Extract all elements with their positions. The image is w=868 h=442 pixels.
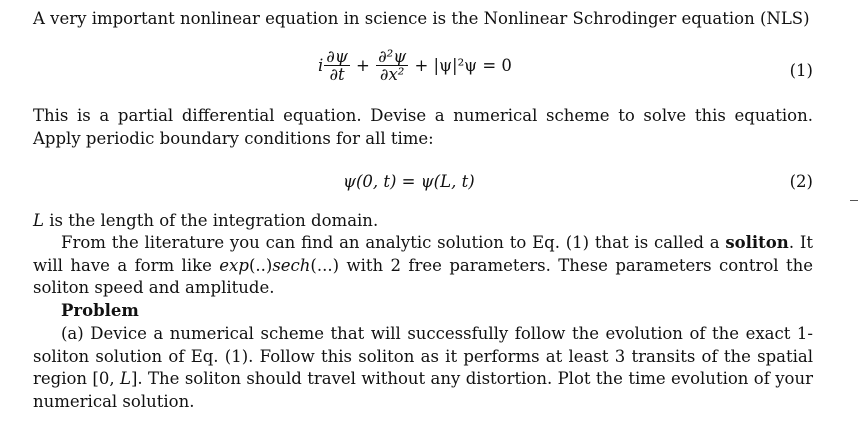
- soliton-term: soliton: [725, 233, 789, 252]
- eq1-frac-time: [324, 48, 349, 83]
- equation-1: [33, 48, 813, 94]
- intro-text: A very important nonlinear equation in science is the Nonlinear Schrodinger equation (NLS): [33, 9, 810, 28]
- eq1-den1: ∂t: [329, 65, 345, 84]
- problem-a-part2: ]. The soliton should travel without any distortion. Plot the time evolution of your numerical solution.: [33, 369, 813, 411]
- boundary-condition: ψ(0, t) = ψ(L, t): [343, 172, 475, 191]
- domain-text: is the length of the integration domain.: [43, 211, 379, 230]
- eq1-rest: + |ψ|²ψ = 0: [414, 56, 512, 75]
- lit-mid1: (..): [248, 255, 273, 275]
- lit-part3: with 2 free parameters. These parameters control the soliton speed and amplitude.: [33, 255, 813, 297]
- problem-a-L: L: [120, 369, 131, 388]
- eq1-num2: ∂²ψ: [378, 47, 407, 66]
- eq1-num1: ∂ψ: [326, 47, 348, 66]
- equation-1-number: (1): [789, 61, 813, 80]
- lit-part1: From the literature you can find an analytic solution to Eq. (1) that is called a: [61, 233, 726, 252]
- eq1-i: i: [318, 56, 324, 75]
- intro-paragraph: [33, 8, 813, 31]
- literature-paragraph: [33, 232, 813, 300]
- lit-mid2: (...): [310, 255, 340, 275]
- problem-heading-paragraph: [33, 300, 813, 323]
- problem-a-paragraph: [33, 323, 813, 413]
- pde-text: This is a partial differential equation. Devise a numerical scheme to solve this equation. Apply periodic boundary conditions for all time:: [33, 106, 813, 148]
- equation-2-number: (2): [789, 172, 813, 191]
- nls-equation: [318, 48, 512, 83]
- eq1-plus: +: [356, 56, 370, 75]
- problem-heading: Problem: [61, 301, 139, 320]
- lit-part2: . It will have a form like: [33, 233, 813, 275]
- lit-exp: exp: [219, 255, 249, 275]
- domain-L: L: [33, 211, 44, 230]
- eq1-den2: ∂x²: [379, 65, 405, 84]
- pde-paragraph: [33, 105, 813, 150]
- problem-a-part1: (a) Device a numerical scheme that will successfully follow the evolution of the exact 1-soliton solution of Eq. (1). Follow this soliton as it performs at least 3 transits of the spatial region [0,: [33, 324, 813, 388]
- domain-paragraph: [33, 210, 813, 233]
- margin-mark: [850, 200, 858, 201]
- equation-2: [33, 172, 813, 196]
- eq1-frac-space: [376, 48, 408, 83]
- lit-sech: sech: [272, 255, 311, 275]
